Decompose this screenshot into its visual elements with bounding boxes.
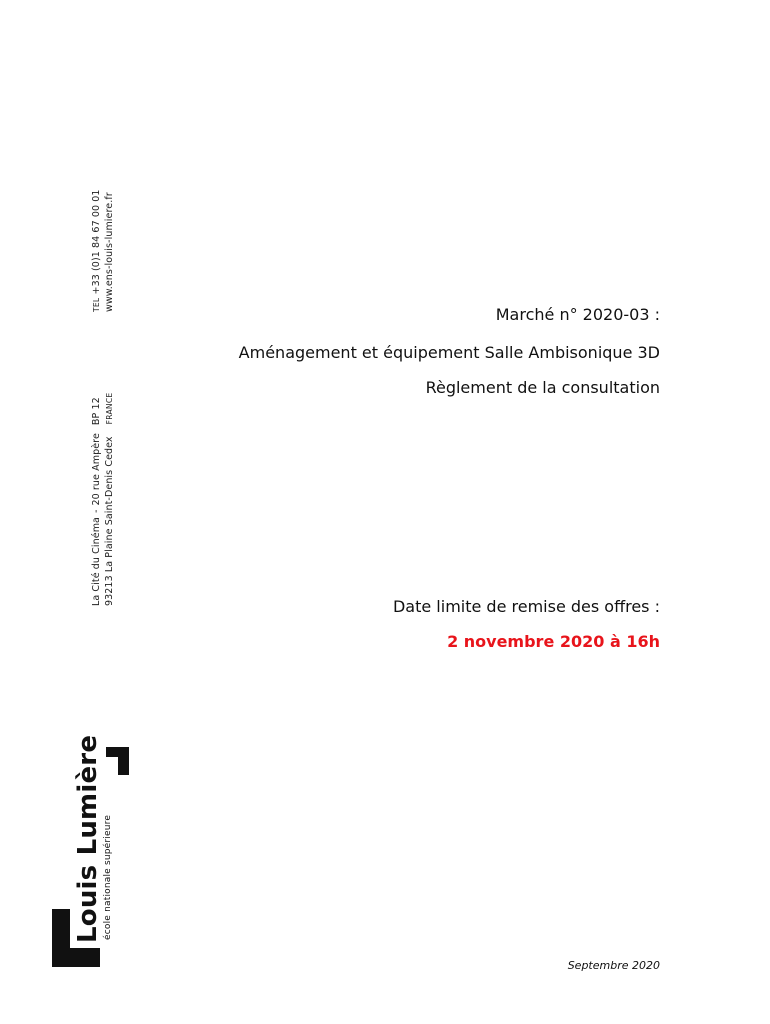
market-regulation: Règlement de la consultation bbox=[425, 378, 660, 397]
address-po-box: BP 12 bbox=[91, 397, 102, 426]
address-line-1 bbox=[90, 393, 103, 606]
logo-corner-side bbox=[118, 747, 129, 775]
address-city: 93213 La Plaine Saint-Denis Cedex bbox=[104, 436, 115, 606]
logo-bracket-horizontal bbox=[52, 948, 100, 967]
phone-line bbox=[90, 189, 103, 312]
phone-number: +33 (0)1 84 67 00 01 bbox=[91, 189, 102, 295]
tel-label: TEL bbox=[92, 297, 101, 312]
market-number: Marché n° 2020-03 : bbox=[495, 305, 660, 324]
address-separator: - bbox=[91, 509, 102, 514]
website-link[interactable]: www.ens-louis-lumiere.fr bbox=[104, 192, 115, 312]
contact-block bbox=[90, 189, 116, 312]
document-date: Septembre 2020 bbox=[567, 959, 660, 972]
address-block bbox=[90, 393, 116, 606]
logo-name: Louis Lumière bbox=[73, 734, 103, 943]
address-street: 20 rue Ampère bbox=[91, 433, 102, 506]
logo-tagline: école nationale supérieure bbox=[103, 814, 113, 940]
market-subject: Aménagement et équipement Salle Ambisonique 3D bbox=[238, 343, 660, 362]
deadline-value: 2 novembre 2020 à 16h bbox=[447, 632, 660, 651]
deadline-label: Date limite de remise des offres : bbox=[392, 597, 660, 616]
address-line-2 bbox=[103, 393, 116, 606]
address-venue: La Cité du Cinéma bbox=[91, 517, 102, 606]
address-country: FRANCE bbox=[105, 392, 114, 425]
